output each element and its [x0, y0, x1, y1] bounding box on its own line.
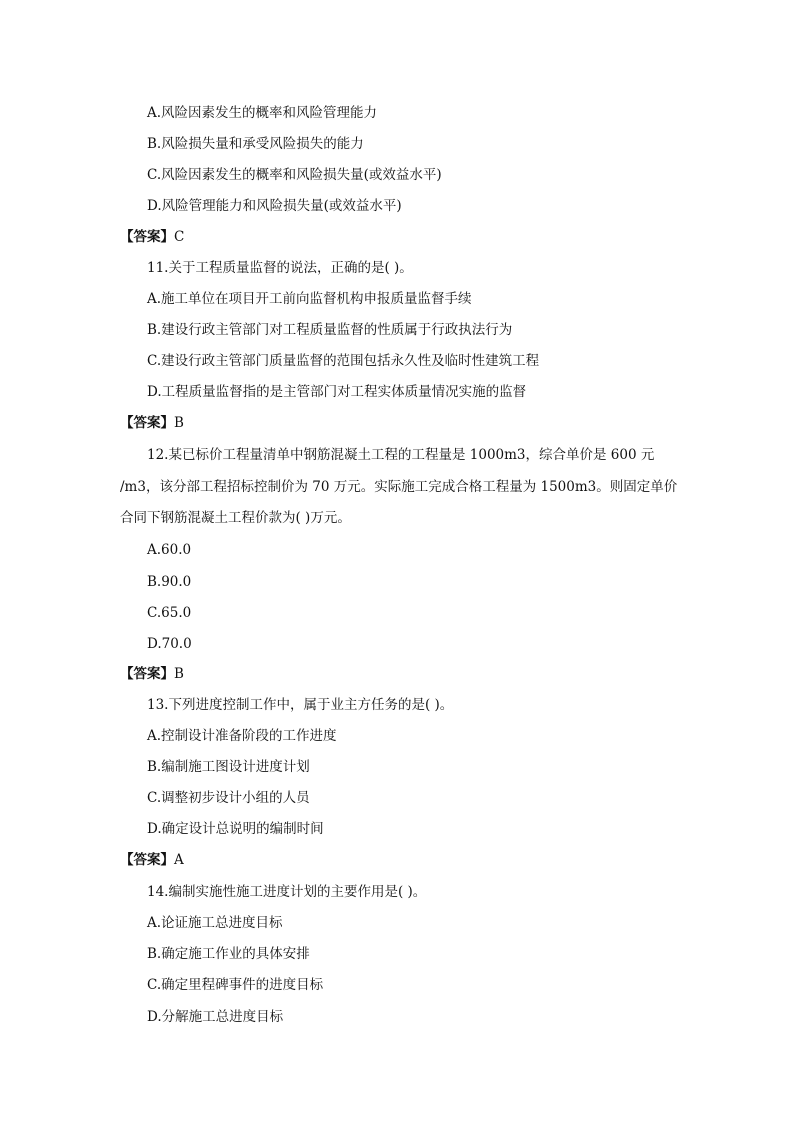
option-c: C.调整初步设计小组的人员	[147, 790, 310, 806]
answer-value: C	[174, 229, 185, 245]
answer-line	[120, 228, 184, 246]
question-11: 11.关于工程质量监督的说法，正确的是( )。	[147, 260, 413, 276]
option-a: A.施工单位在项目开工前向监督机构申报质量监督手续	[147, 291, 472, 307]
question-14: 14.编制实施性施工进度计划的主要作用是( )。	[147, 884, 427, 900]
answer-line	[120, 851, 184, 869]
question-12-continued: /m3，该分部工程招标控制价为 70 万元。实际施工完成合格工程量为 1500m3。则固定单价	[120, 479, 678, 495]
answer-label: 【答案】	[120, 852, 174, 868]
option-b: B.建设行政主管部门对工程质量监督的性质属于行政执法行为	[147, 322, 513, 338]
option-d: D.70.0	[147, 636, 192, 652]
option-b: B.编制施工图设计进度计划	[147, 759, 310, 775]
option-a: A.论证施工总进度目标	[147, 915, 283, 931]
answer-value: B	[174, 415, 184, 431]
option-c: C.65.0	[147, 605, 192, 621]
question-12-continued: 合同下钢筋混凝土工程价款为( )万元。	[120, 510, 351, 526]
answer-label: 【答案】	[120, 415, 174, 431]
option-c: C.建设行政主管部门质量监督的范围包括永久性及临时性建筑工程	[147, 353, 540, 369]
option-b: B.90.0	[147, 574, 192, 590]
answer-line	[120, 414, 184, 432]
option-b: B.确定施工作业的具体安排	[147, 946, 310, 962]
option-d: D.分解施工总进度目标	[147, 1009, 284, 1025]
answer-label: 【答案】	[120, 666, 174, 682]
option-c: C.确定里程碑事件的进度目标	[147, 977, 324, 993]
option-d: D.确定设计总说明的编制时间	[147, 821, 324, 837]
answer-line	[120, 665, 184, 683]
option-a: A.60.0	[147, 542, 192, 558]
option-a: A.风险因素发生的概率和风险管理能力	[147, 105, 378, 121]
option-a: A.控制设计准备阶段的工作进度	[147, 728, 337, 744]
option-d: D.工程质量监督指的是主管部门对工程实体质量情况实施的监督	[147, 384, 527, 400]
question-13: 13.下列进度控制工作中，属于业主方任务的是( )。	[147, 697, 454, 713]
option-b: B.风险损失量和承受风险损失的能力	[147, 136, 364, 152]
option-c: C.风险因素发生的概率和风险损失量(或效益水平)	[147, 167, 442, 183]
question-12: 12.某已标价工程量清单中钢筋混凝土工程的工程量是 1000m3，综合单价是 600 元	[147, 447, 655, 463]
answer-label: 【答案】	[120, 229, 174, 245]
option-d: D.风险管理能力和风险损失量(或效益水平)	[147, 198, 402, 214]
answer-value: A	[174, 852, 184, 868]
answer-value: B	[174, 666, 184, 682]
